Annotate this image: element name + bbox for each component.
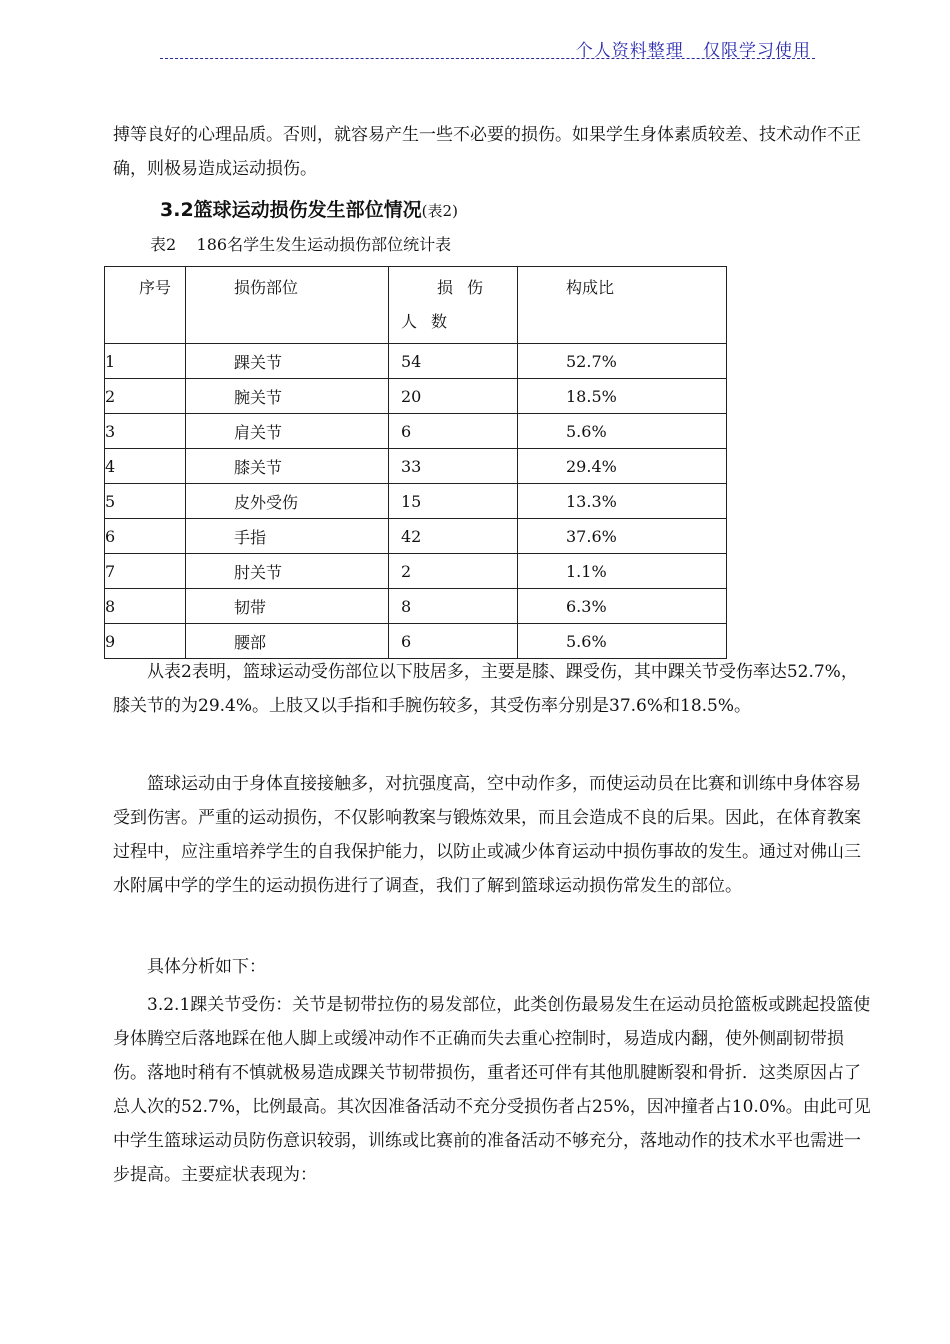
section-heading-title: 3.2篮球运动损伤发生部位情况 bbox=[160, 199, 422, 221]
row-ratio: 5.6% bbox=[518, 624, 727, 659]
row-count: 20 bbox=[389, 379, 518, 414]
row-site: 腰部 bbox=[186, 624, 389, 659]
row-site: 皮外受伤 bbox=[186, 484, 389, 519]
header-index: 序号 bbox=[105, 267, 186, 344]
paragraph-4: 具体分析如下： bbox=[147, 957, 266, 977]
row-site: 肘关节 bbox=[186, 554, 389, 589]
injury-table bbox=[104, 266, 727, 659]
row-ratio: 37.6% bbox=[518, 519, 727, 554]
row-site: 韧带 bbox=[186, 589, 389, 624]
row-site: 肩关节 bbox=[186, 414, 389, 449]
row-count: 6 bbox=[389, 624, 518, 659]
row-index: 7 bbox=[105, 554, 186, 589]
row-count: 54 bbox=[389, 344, 518, 379]
row-index: 6 bbox=[105, 519, 186, 554]
paragraph-3: 篮球运动由于身体直接接触多，对抗强度高，空中动作多，而使运动员在比赛和训练中身体容易受到伤害。严重的运动损伤，不仅影响教案与锻炼效果，而且会造成不良的后果。因此，在体育教案过程中，应注重培养学生的自我保护能力，以防止或减少体育运动中损伤事故的发生。通过对佛山三水附属中学的学生的运动损伤进行了调查，我们了解到篮球运动损伤常发生的部位。 bbox=[113, 774, 861, 896]
row-index: 3 bbox=[105, 414, 186, 449]
row-ratio: 13.3% bbox=[518, 484, 727, 519]
row-ratio: 18.5% bbox=[518, 379, 727, 414]
row-site: 膝关节 bbox=[186, 449, 389, 484]
row-count: 2 bbox=[389, 554, 518, 589]
section-heading bbox=[160, 195, 458, 222]
row-ratio: 52.7% bbox=[518, 344, 727, 379]
row-index: 4 bbox=[105, 449, 186, 484]
paragraph-1: 搏等良好的心理品质。否则，就容易产生一些不必要的损伤。如果学生身体素质较差、技术动作不正确，则极易造成运动损伤。 bbox=[113, 125, 861, 179]
table-row bbox=[105, 519, 727, 554]
row-ratio: 1.1% bbox=[518, 554, 727, 589]
table-row bbox=[105, 449, 727, 484]
row-ratio: 29.4% bbox=[518, 449, 727, 484]
row-site: 手指 bbox=[186, 519, 389, 554]
header-text: 个人资料整理 仅限学习使用 bbox=[575, 41, 811, 61]
header-site: 损伤部位 bbox=[186, 267, 389, 344]
row-count: 42 bbox=[389, 519, 518, 554]
table-row bbox=[105, 344, 727, 379]
table-row bbox=[105, 589, 727, 624]
row-ratio: 6.3% bbox=[518, 589, 727, 624]
row-index: 8 bbox=[105, 589, 186, 624]
table-row bbox=[105, 624, 727, 659]
header-ratio: 构成比 bbox=[518, 267, 727, 344]
row-index: 1 bbox=[105, 344, 186, 379]
table-header-row bbox=[105, 267, 727, 344]
row-count: 15 bbox=[389, 484, 518, 519]
paragraph-5: 3.2.1踝关节受伤：关节是韧带拉伤的易发部位，此类创伤最易发生在运动员抢篮板或跳起投篮使身体腾空后落地踩在他人脚上或缓冲动作不正确而失去重心控制时，易造成内翻，使外侧副韧带损伤。落地时稍有不慎就极易造成踝关节韧带损伤，重者还可伴有其他肌腱断裂和骨折．这类原因占了总人次的52.7%，比例最高。其次因准备活动不充分受损伤者占25%，因冲撞者占10.0%。由此可见中学生篮球运动员防伤意识较弱，训练或比赛前的准备活动不够充分，落地动作的技术水平也需进一步提高。主要症状表现为： bbox=[113, 995, 871, 1185]
table-row bbox=[105, 554, 727, 589]
header-count: 损伤人数 bbox=[389, 267, 518, 344]
row-index: 5 bbox=[105, 484, 186, 519]
row-site: 踝关节 bbox=[186, 344, 389, 379]
row-site: 腕关节 bbox=[186, 379, 389, 414]
row-index: 2 bbox=[105, 379, 186, 414]
row-count: 6 bbox=[389, 414, 518, 449]
row-index: 9 bbox=[105, 624, 186, 659]
row-count: 8 bbox=[389, 589, 518, 624]
row-count: 33 bbox=[389, 449, 518, 484]
row-ratio: 5.6% bbox=[518, 414, 727, 449]
paragraph-2: 从表2表明，篮球运动受伤部位以下肢居多，主要是膝、踝受伤，其中踝关节受伤率达52.7%，膝关节的为29.4%。上肢又以手指和手腕伤较多，其受伤率分别是37.6%和18.5%。 bbox=[113, 662, 858, 716]
table-caption: 表2 186名学生发生运动损伤部位统计表 bbox=[150, 235, 452, 254]
table-row bbox=[105, 414, 727, 449]
table-row bbox=[105, 379, 727, 414]
page-header bbox=[160, 36, 815, 59]
section-heading-ref: (表2) bbox=[421, 202, 458, 220]
table-row bbox=[105, 484, 727, 519]
